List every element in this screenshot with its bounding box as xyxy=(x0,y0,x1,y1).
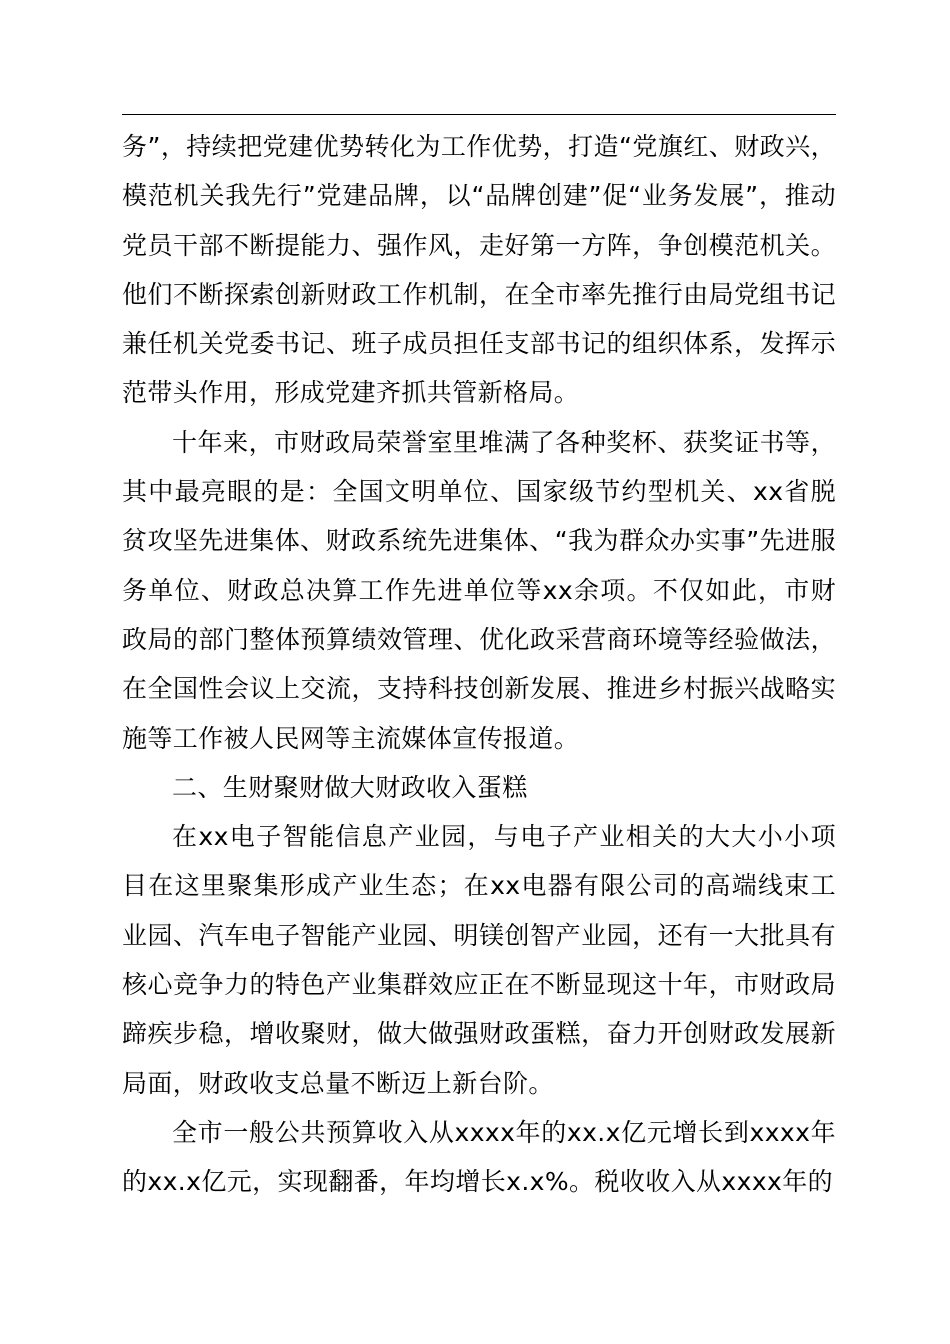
paragraph-industrial-park: 在xx电子智能信息产业园，与电子产业相关的大大小小项目在这里聚集形成产业生态；在xx电器有限公司的高端线束工业园、汽车电子智能产业园、明镁创智产业园，还有一大批具有核心竞争力的特色产业集群效应正在不断显现这十年，市财政局蹄疾步稳，增收聚财，做大做强财政蛋糕，奋力开创财政发展新局面，财政收支总量不断迈上新台阶。 xyxy=(122,822,836,1098)
paragraph-party-building: 务”，持续把党建优势转化为工作优势，打造“党旗红、财政兴，模范机关我先行”党建品牌，以“品牌创建”促“业务发展”，推动党员干部不断提能力、强作风，走好第一方阵，争创模范机关。他们不断探索创新财政工作机制，在全市率先推行由局党组书记兼任机关党委书记、班子成员担任支部书记的组织体系，发挥示范带头作用，形成党建齐抓共管新格局。 xyxy=(122,132,836,408)
paragraph-honors: 十年来，市财政局荣誉室里堆满了各种奖杯、获奖证书等，其中最亮眼的是：全国文明单位、国家级节约型机关、xx省脱贫攻坚先进集体、财政系统先进集体、“我为群众办实事”先进服务单位、财政总决算工作先进单位等xx余项。不仅如此，市财政局的部门整体预算绩效管理、优化政采营商环境等经验做法，在全国性会议上交流，支持科技创新发展、推进乡村振兴战略实施等工作被人民网等主流媒体宣传报道。 xyxy=(122,427,836,753)
header-rule xyxy=(122,114,836,115)
paragraph-revenue: 全市一般公共预算收入从xxxx年的xx.x亿元增长到xxxx年的xx.x亿元，实现翻番，年均增长x.x%。税收收入从xxxx年的 xyxy=(122,1117,836,1197)
document-body xyxy=(122,122,836,1207)
section-heading: 二、生财聚财做大财政收入蛋糕 xyxy=(172,772,528,802)
